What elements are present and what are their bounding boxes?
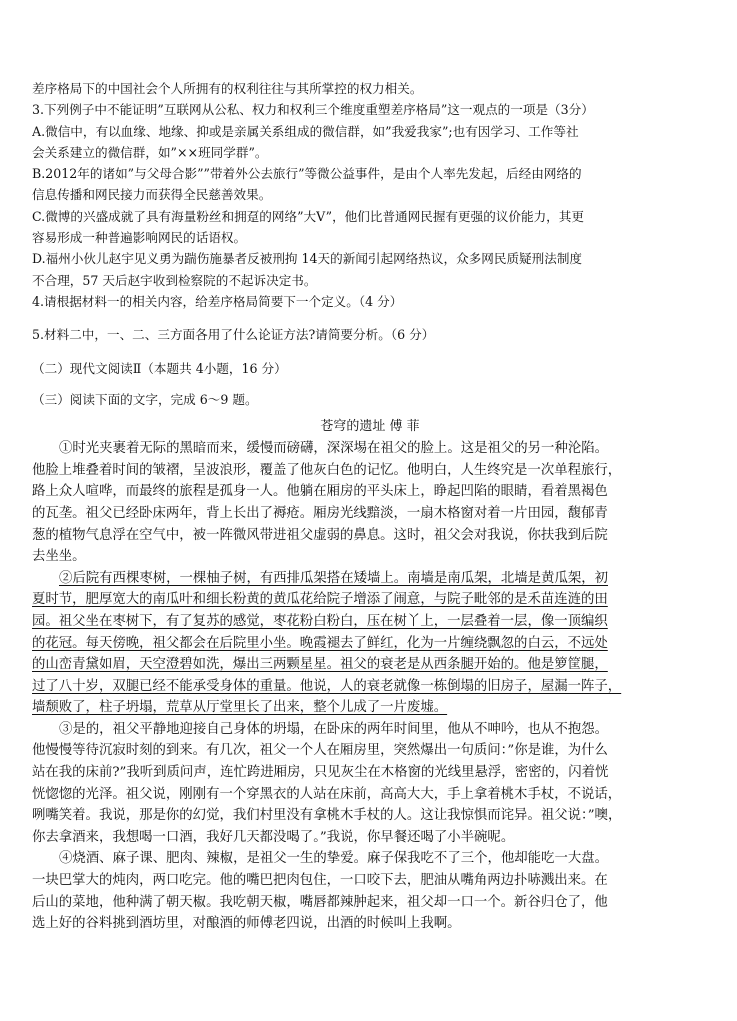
option-b-cont: 信息传播和网民接力而获得全民慈善效果。 xyxy=(32,187,272,203)
answer-space xyxy=(32,312,708,324)
question-5: 5.材料二中，一、二、三方面各用了什么论证方法?请简要分析。（6 分） xyxy=(32,327,435,343)
paragraph-line: 他慢慢等待沉寂时刻的到来。有几次，祖父一个人在厢房里，突然爆出一句质问：”你是谁，为什么 xyxy=(32,743,608,759)
paragraph-line: 过了八十岁，双腿已经不能承受身体的重量。他说，人的衰老就像一栋倒塌的旧房子，屋漏一阵子， xyxy=(32,678,622,694)
option-b: B.2012年的诸如”与父母合影””带着外公去旅行”等微公益事件，是由个人率先发起，后经由网络的 xyxy=(32,166,582,182)
answer-space xyxy=(32,346,708,358)
option-c: C.微博的兴盛成就了具有海量粉丝和拥趸的网络”大V”，他们比普通网民握有更强的议价能力，其更 xyxy=(32,208,584,224)
option-a: A.微信中，有以血缘、地缘、抑或是亲属关系组成的微信群，如”我爱我家”;也有因学习、工作等社 xyxy=(32,123,579,139)
paragraph-line: 恍惚惚的光泽。祖父说，刚刚有一个穿黑衣的人站在床前，高高大大，手上拿着桃木手杖，不说话， xyxy=(32,786,622,802)
paragraph-1 xyxy=(32,438,708,568)
paragraph-line: 的花冠。每天傍晚，祖父都会在后院里小坐。晚霞褪去了鲜红，化为一片缠绕飘忽的白云，不远处 xyxy=(32,635,608,651)
option-a-cont: 会关系建立的微信群，如”××班同学群”。 xyxy=(32,144,268,160)
paragraph-line: 葱的植物气息浮在空气中，被一阵微风带进祖父虚弱的鼻息。这时，祖父会对我说，你扶我到后院 xyxy=(32,527,608,543)
paragraph-line: 站在我的床前?”我听到质问声，连忙跨进厢房，只见灰尘在木格窗的光线里悬浮，密密的，闪着恍 xyxy=(32,765,609,781)
paragraph-line: 你去拿酒来，我想喝一口酒，我好几天都没喝了。”我说，你早餐还喝了小半碗呢。 xyxy=(32,829,515,845)
paragraph-line: 咧嘴笑着。我说，那是你的幻觉，我们村里没有拿桃木手杖的人。这让我惊惧而诧异。祖父说：”噢， xyxy=(32,808,622,824)
paragraph-line: 墙颓败了，柱子坍塌，荒草从厅堂里长了出来，整个儿成了一片废墟。 xyxy=(32,700,448,716)
paragraph-2-underlined xyxy=(32,568,708,719)
paragraph-3 xyxy=(32,719,708,849)
paragraph-4 xyxy=(32,848,708,934)
paragraph-line: 的瓦垄。祖父已经卧床两年，背上长出了褥疮。厢房光线黯淡，一扇木格窗对着一片田园，馥郁青 xyxy=(32,505,608,521)
paragraph-line: 夏时节，肥厚宽大的南瓜叶和细长粉黄的黄瓜花给院子增添了闹意，与院子毗邻的是禾苗连涟的田 xyxy=(32,592,608,608)
paragraph-line: 路上众人喧哗，而最终的旅程是孤身一人。他躺在厢房的平头床上，睁起凹陷的眼睛，看着黑褐色 xyxy=(32,484,608,500)
paragraph-line: 一块巴掌大的炖肉，两口吃完。他的嘴巴把肉包住，一口咬下去，肥油从嘴角两边扑哧溅出来。在 xyxy=(32,873,608,889)
section-heading-2: （二）现代文阅读Ⅱ（本题共 4小题，16 分） xyxy=(32,360,287,376)
document-page xyxy=(32,78,708,935)
top-section xyxy=(32,78,708,312)
section-heading-3: （三）阅读下面的文字，完成 6～9 题。 xyxy=(32,391,258,407)
article-body xyxy=(32,438,708,935)
paragraph-line: 去坐坐。 xyxy=(32,549,86,565)
question-3: 3.下列例子中不能证明”互联网从公私、权力和权利三个维度重塑差序格局”这一观点的一项是（3分） xyxy=(32,102,594,118)
option-d: D.福州小伙儿赵宇见义勇为踹伤施暴者反被刑拘 14天的新闻引起网络热议，众多网民质疑刑法制度 xyxy=(32,251,583,267)
paragraph-line: ①时光夹裹着无际的黑暗而来，缓慢而磅礴，深深埸在祖父的脸上。这是祖父的另一种沦陷。 xyxy=(59,441,609,457)
text-line: 差序格局下的中国社会个人所拥有的权利往往与其所掌控的权力相关。 xyxy=(32,81,423,96)
option-d-cont: 不合理，57 天后赵宇收到检察院的不起诉决定书。 xyxy=(32,272,317,288)
paragraph-line: 园。祖父坐在枣树下，有了复苏的感觉，枣花粉白粉白，压在树丫上，一层叠着一层，像一顶编织 xyxy=(32,613,608,629)
paragraph-line: 选上好的谷料挑到酒坊里，对酿酒的师傅老四说，出酒的时候叫上我啊。 xyxy=(32,916,461,932)
paragraph-line: 的山峦青黛如眉，天空澄碧如洗，爆出三两颗星星。祖父的衰老是从西条腿开始的。他是箩筐腿， xyxy=(32,657,608,673)
paragraph-line: ②后院有西棵枣树，一棵柚子树，有西排瓜架搭在矮墙上。南墙是南瓜架，北墙是黄瓜架，初 xyxy=(59,570,609,586)
paragraph-line: ③是的，祖父平静地迎接自己身体的坍塌，在卧床的两年时间里，他从不呻吟，也从不抱怨。 xyxy=(59,721,609,737)
article-title: 苍穹的遗址 傅 菲 xyxy=(320,419,420,435)
paragraph-line: 他脸上堆叠着时间的皱褶，呈波浪形，覆盖了他灰白色的记忆。他明白，人生终究是一次单程旅行， xyxy=(32,462,622,478)
spacer xyxy=(32,379,708,389)
paragraph-line: ④烧酒、麻子课、肥肉、辣椒，是祖父一生的挚爱。麻子保我吃不了三个，他却能吃一大盘。 xyxy=(59,851,609,867)
question-4: 4.请根据材料一的相关内容，给差序格局简要下一个定义。（4 分） xyxy=(32,293,403,309)
option-c-cont: 容易形成一种普遍影响网民的话语权。 xyxy=(32,230,247,246)
paragraph-line: 后山的菜地，他种满了朝天椒。我吃朝天椒，嘴唇都辣肿起来，祖父却一口一个。新谷归仓了，他 xyxy=(32,894,608,910)
